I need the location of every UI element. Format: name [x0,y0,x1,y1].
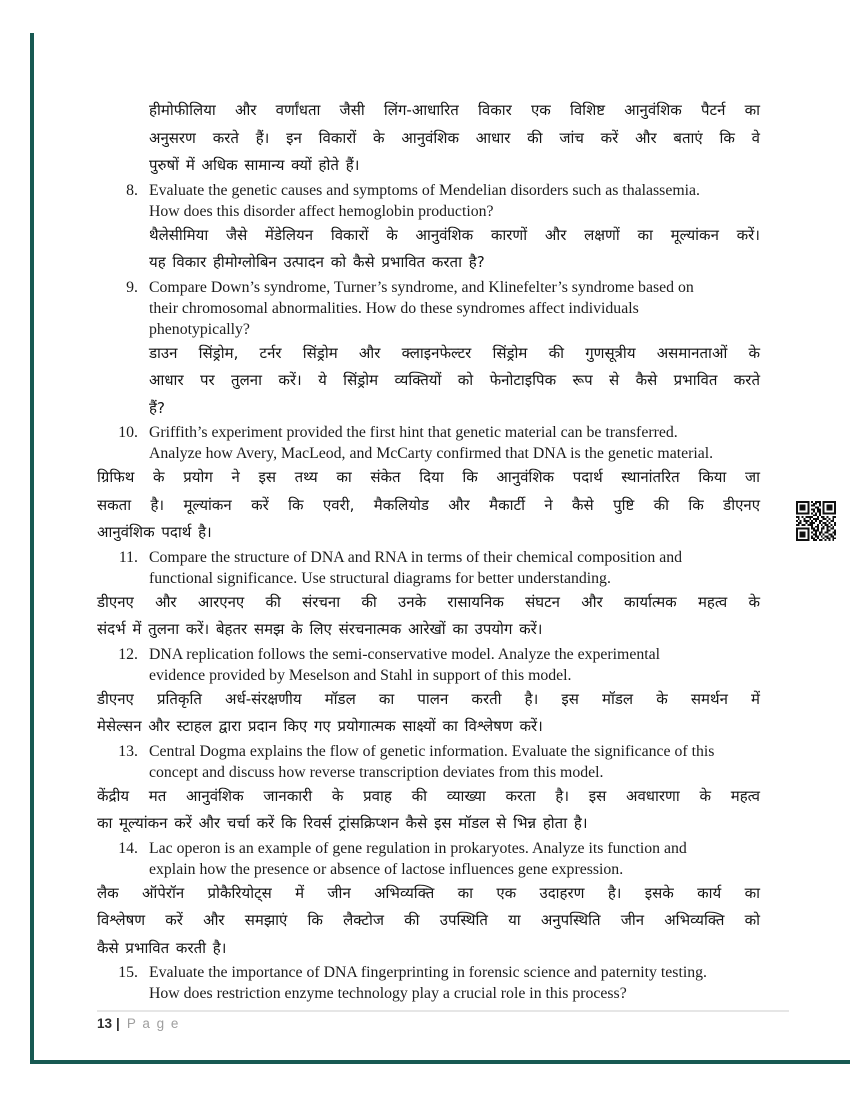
question-text-line: Griffith’s experiment provided the first hint that genetic material can be transferred. [149,424,678,441]
hindi-paragraph [97,464,760,547]
page-accent-bottom-border [30,1060,850,1064]
question-item [97,180,760,222]
question-number: 11. [118,548,138,566]
question-number: 14. [118,839,138,857]
qr-code-icon [792,497,840,545]
question-text-line: DNA replication follows the semi-conservative model. Analyze the experimental [149,645,661,663]
question-item [97,277,760,340]
question-text-line: evidence provided by Meselson and Stahl in support of this model. [149,666,572,684]
question-list [97,97,760,1004]
question-text-line: Evaluate the importance of DNA fingerprinting in forensic science and paternity testing. [149,964,707,981]
hindi-text-line: अनुसरण करते हैं। इन विकारों के आनुवंशिक आधार की जांच करें और बताएं कि वे [149,128,760,147]
page-accent-left-border [30,33,34,1064]
footer-page-label: P a g e [126,1016,180,1031]
question-number: 8. [126,181,138,199]
footer-divider [97,1010,789,1012]
hindi-paragraph [149,340,760,423]
hindi-text-line: यह विकार हीमोग्लोबिन उत्पादन को कैसे प्रभावित करता है? [149,253,485,271]
hindi-text-line: केंद्रीय मत आनुवंशिक जानकारी के प्रवाह की व्याख्या करता है। इस अवधारणा के महत्व [97,786,760,805]
question-number: 9. [126,278,138,296]
hindi-text-line: संदर्भ में तुलना करें। बेहतर समझ के लिए संरचनात्मक आरेखों का उपयोग करें। [97,620,543,638]
hindi-text-line: पुरुषों में अधिक सामान्य क्यों होते हैं। [149,156,360,174]
question-text-line: phenotypically? [149,320,250,338]
page-footer [97,1016,180,1031]
question-number: 15. [118,964,138,981]
hindi-text-line: थैलेसीमिया जैसे मेंडेलियन विकारों के आनुवंशिक कारणों और लक्षणों का मूल्यांकन करें। [149,225,760,244]
qr-code [792,497,840,545]
question-text-line: concept and discuss how reverse transcription deviates from this model. [149,763,604,781]
hindi-text-line: डाउन सिंड्रोम, टर्नर सिंड्रोम और क्लाइनफेल्टर सिंड्रोम की गुणसूत्रीय असमानताओं के [149,343,760,362]
hindi-text-line: सकता है। मूल्यांकन करें कि एवरी, मैकलियोड और मैकार्टी ने कैसे पुष्टि की कि डीएनए [97,495,760,514]
question-number: 10. [118,424,138,441]
question-text-line: Compare Down’s syndrome, Turner’s syndrome, and Klinefelter’s syndrome based on [149,278,694,296]
hindi-text-line: डीएनए और आरएनए की संरचना की उनके रासायनिक संघटन और कार्यात्मक महत्व के [97,592,760,611]
hindi-text-line: लैक ऑपेरॉन प्रोकैरियोट्स में जीन अभिव्यक्ति का एक उदाहरण है। इसके कार्य का [97,883,760,902]
question-item [97,644,760,686]
question-text-line: How does restriction enzyme technology play a crucial role in this process? [149,985,627,1002]
hindi-text-line: हैं? [149,398,165,417]
question-item [97,962,760,1004]
question-number: 12. [118,645,138,663]
footer-page-number: 13 [97,1016,113,1031]
question-item [97,547,760,589]
hindi-text-line: आधार पर तुलना करें। ये सिंड्रोम व्यक्तियों को फेनोटाइपिक रूप से कैसे प्रभावित करते [149,371,760,389]
question-text-line: explain how the presence or absence of lactose influences gene expression. [149,860,624,878]
hindi-text-line: का मूल्यांकन करें और चर्चा करें कि रिवर्स ट्रांसक्रिप्शन कैसे इस मॉडल से भिन्न होता है। [97,814,588,832]
question-item [97,741,760,783]
hindi-text-line: ग्रिफिथ के प्रयोग ने इस तथ्य का संकेत दिया कि आनुवंशिक पदार्थ स्थानांतरित किया जा [97,468,760,486]
question-text-line: Lac operon is an example of gene regulation in prokaryotes. Analyze its function and [149,839,687,857]
hindi-text-line: कैसे प्रभावित करती है। [97,938,227,957]
question-text-line: Analyze how Avery, MacLeod, and McCarty confirmed that DNA is the genetic material. [149,445,714,462]
question-text-line: Compare the structure of DNA and RNA in terms of their chemical composition and [149,548,683,566]
hindi-text-line: डीएनए प्रतिकृति अर्ध-संरक्षणीय मॉडल का पालन करती है। इस मॉडल के समर्थन में [97,689,760,708]
hindi-paragraph [149,222,760,277]
hindi-paragraph [97,783,760,838]
question-text-line: functional significance. Use structural diagrams for better understanding. [149,569,611,587]
hindi-text-line: विश्लेषण करें और समझाएं कि लैक्टोज की उपस्थिति या अनुपस्थिति जीन अभिव्यक्ति को [97,911,760,929]
question-number: 13. [118,742,138,760]
question-item [97,838,760,880]
footer-separator: | [116,1016,120,1031]
hindi-paragraph [97,589,760,644]
hindi-paragraph [149,97,760,180]
hindi-text-line: मेसेल्सन और स्टाहल द्वारा प्रदान किए गए प्रयोगात्मक साक्ष्यों का विश्लेषण करें। [97,717,543,735]
question-text-line: Evaluate the genetic causes and symptoms of Mendelian disorders such as thalassemia. [149,181,700,199]
hindi-paragraph [97,686,760,741]
hindi-text-line: आनुवंशिक पदार्थ है। [97,523,212,541]
question-text-line: their chromosomal abnormalities. How do these syndromes affect individuals [149,299,639,317]
hindi-text-line: हीमोफीलिया और वर्णांधता जैसी लिंग-आधारित विकार एक विशिष्ट आनुवंशिक पैटर्न का [149,101,760,119]
question-text-line: How does this disorder affect hemoglobin production? [149,202,494,220]
hindi-paragraph [97,880,760,963]
question-text-line: Central Dogma explains the flow of genetic information. Evaluate the significance of this [149,742,715,760]
question-item [97,422,760,464]
